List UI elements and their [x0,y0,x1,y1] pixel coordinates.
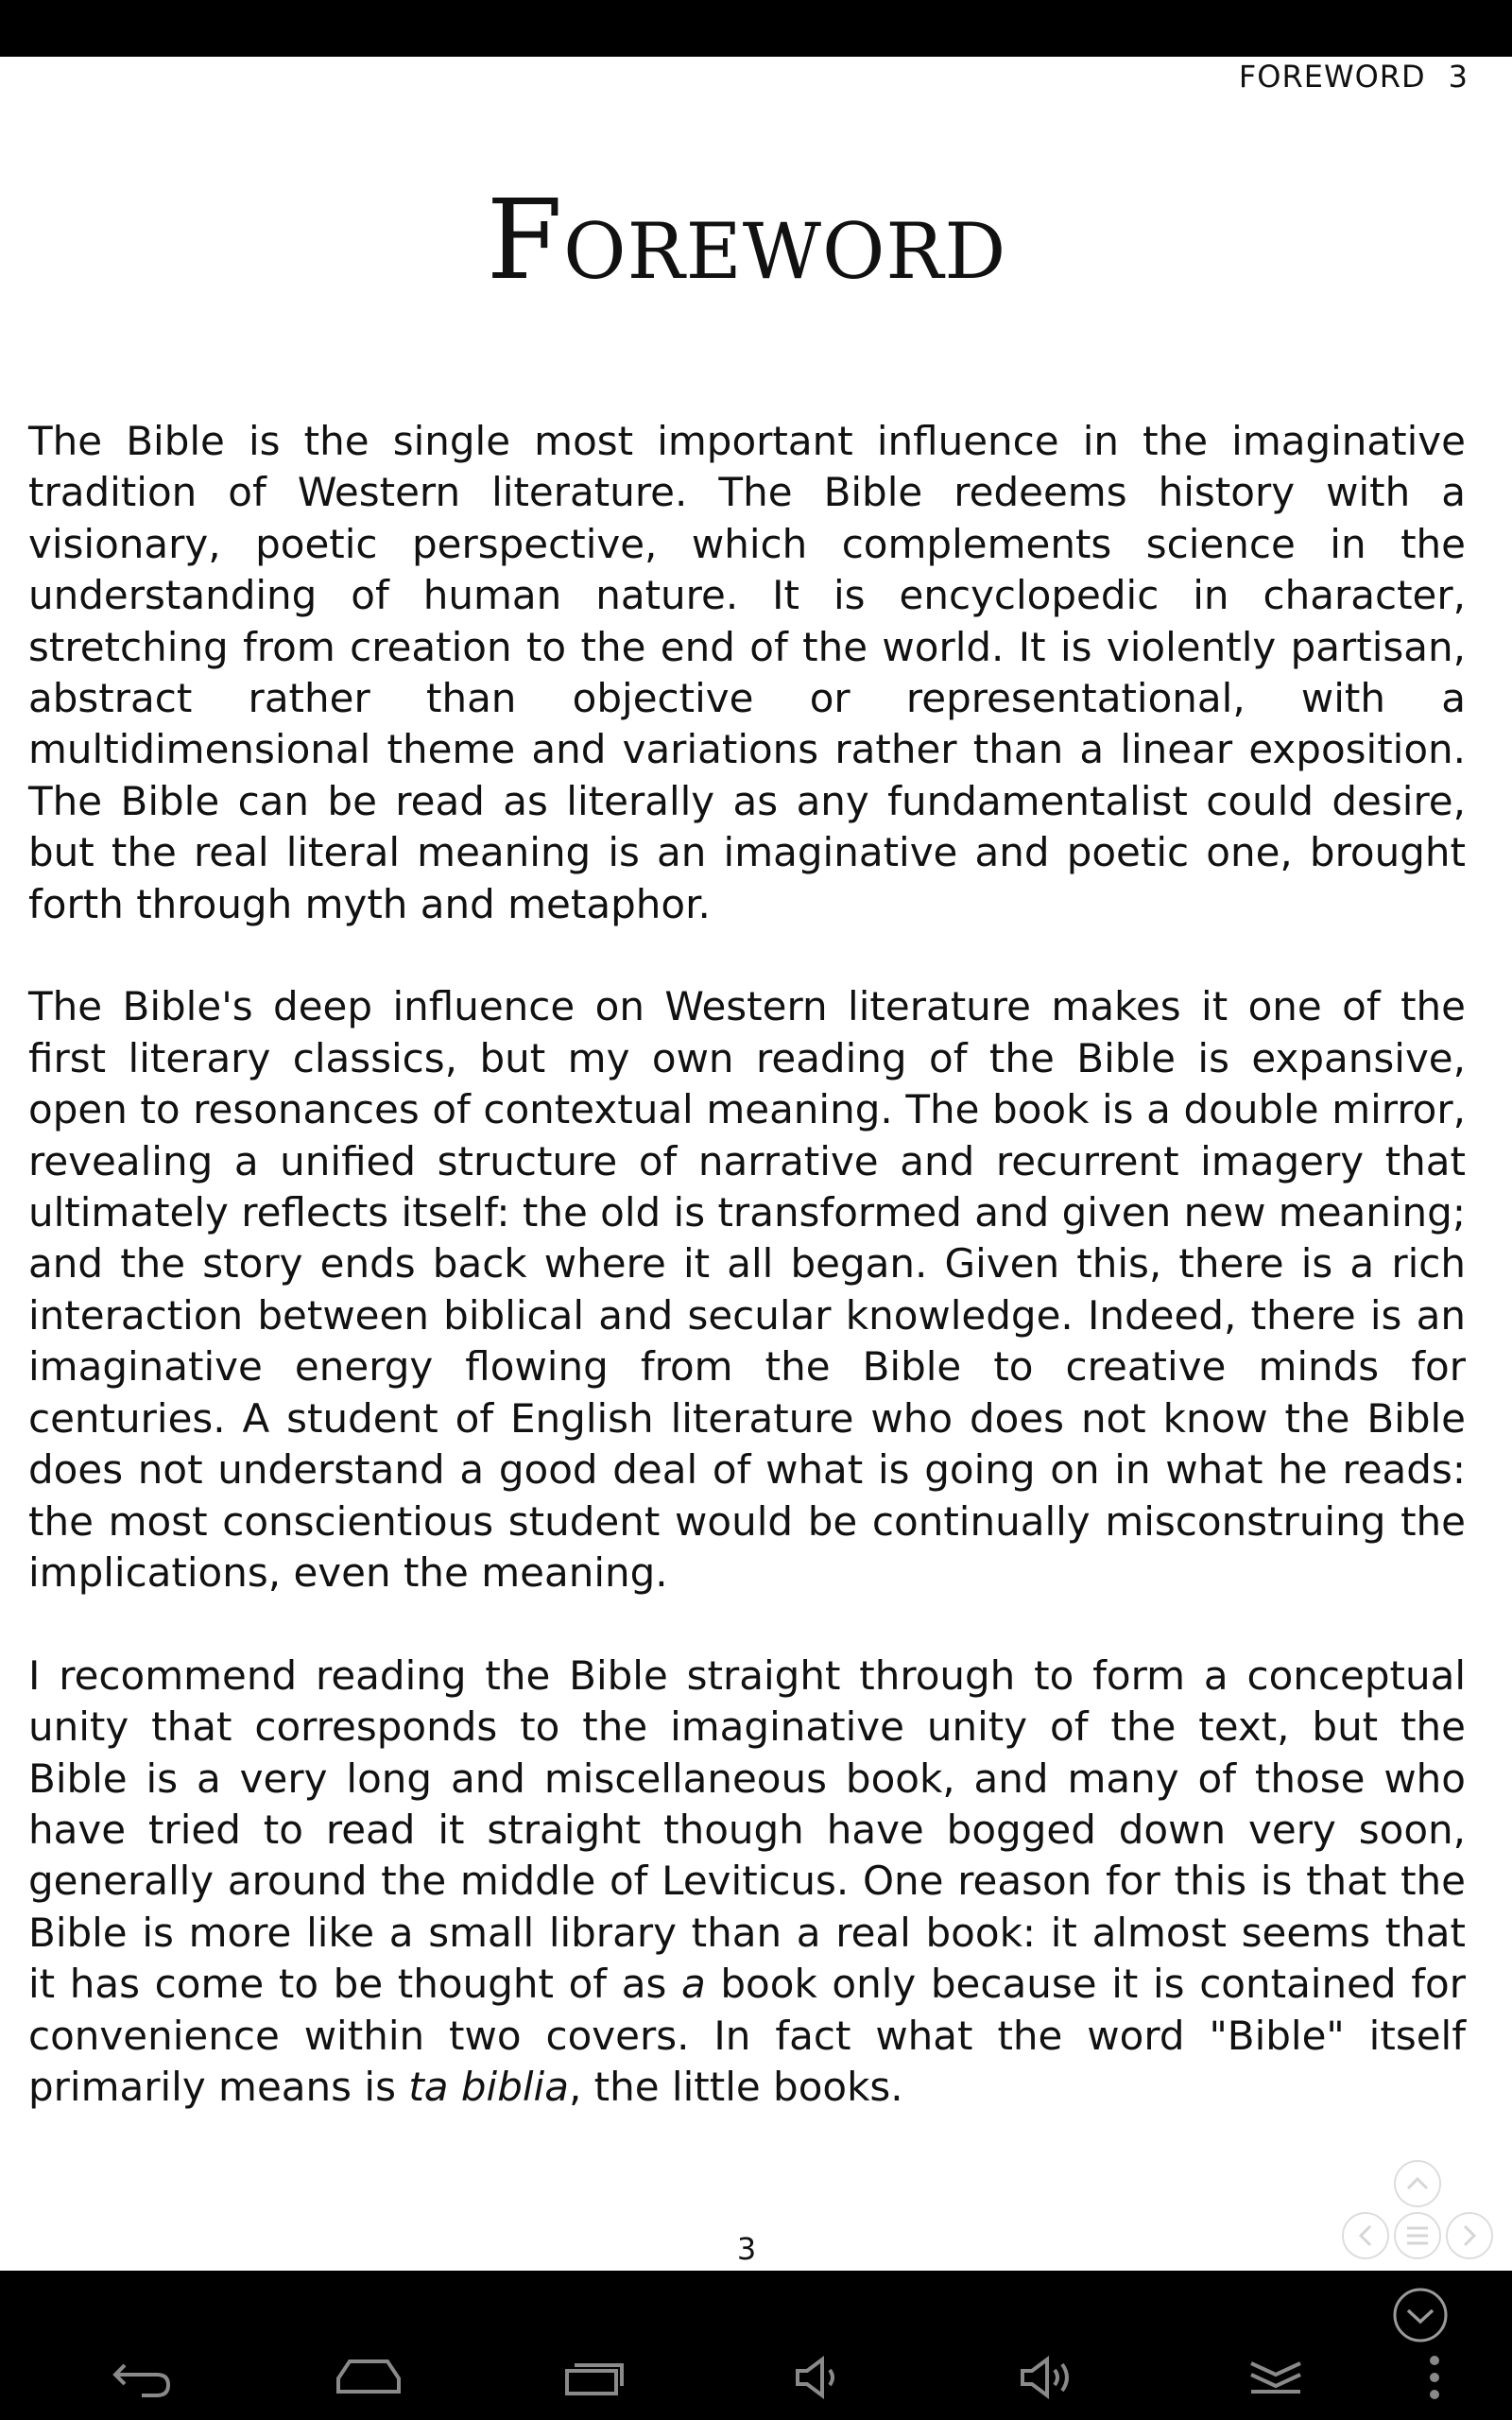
paragraph-3-emphasis-a: a [681,1961,706,2008]
home-icon [331,2354,406,2401]
status-bar [0,0,1512,57]
running-header [1239,59,1469,95]
body-text [28,416,1466,2165]
running-header-page: 3 [1448,59,1469,95]
navigation-bar [0,2271,1512,2420]
volume-down-icon [784,2354,860,2401]
scroll-up-icon[interactable] [1394,2160,1441,2207]
paragraph-3-text-c: , the little books. [568,2063,903,2110]
page-number: 3 [736,2231,757,2267]
recent-apps-button[interactable] [548,2346,643,2409]
recent-apps-icon [558,2354,633,2401]
screenshot-icon [1238,2354,1314,2401]
prev-page-icon[interactable] [1342,2212,1389,2259]
paragraph-3-emphasis-ta-biblia: ta biblia [408,2063,569,2110]
scroll-down-icon[interactable] [1389,2284,1452,2346]
menu-list-icon[interactable] [1394,2212,1441,2259]
paragraph-1 [28,416,1466,930]
paragraph-1-text: The Bible is the single most important influence in the imaginative tradition of Western literature. The Bible redeems history with a visionary, poetic perspective, which complements science in the understanding of human nature. It is encyclopedic in character, stretching from creation to the end of the world. It is violently partisan, abstract rather than objective or representational, with a multidimensional theme and variations rather than a linear exposition. The Bible can be read as literally as any fundamentalist could desire, but the real literal meaning is an imaginative and poetic one, brought forth through myth and metaphor. [28,418,1466,927]
paragraph-3 [28,1651,1466,2114]
paragraph-2-text: The Bible's deep influence on Western literature makes it one of the first literary classics, but my own reading of the Bible is expansive, open to resonances of contextual meaning. The book is a double mirror, revealing a unified structure of narrative and recurrent imagery that ultimately reflects itself: the old is transformed and given new meaning; and the story ends back where it all began. Given this, there is a rich interaction between biblical and secular knowledge. Indeed, there is an imaginative energy flowing from the Bible to creative minds for centuries. A student of English literature who does not know the Bible does not understand a good deal of what is going on in what he reads: the most conscientious student would be continually misconstruing the implications, even the meaning. [28,983,1466,1596]
paragraph-3-text-b: book only because it is contained for convenience within two covers. In fact what the word "Bible" itself primarily means is [28,1961,1466,2110]
chapter-title: Foreword [486,177,1007,304]
next-page-icon[interactable] [1446,2212,1493,2259]
volume-up-icon [1011,2354,1087,2401]
overflow-menu-icon [1416,2351,1453,2404]
paragraph-3-text-a: I recommend reading the Bible straight through to form a conceptual unity that corresponds to the imaginative unity of the text, but the Bible is a very long and miscellaneous book, and many of those who have tried to read it straight though have bogged down very soon, generally around the middle of Leviticus. One reason for this is that the Bible is more like a small library than a real book: it almost seems that it has come to be thought of as [28,1651,1466,2008]
home-button[interactable] [321,2346,416,2409]
back-icon [104,2354,180,2401]
screenshot-button[interactable] [1228,2346,1323,2409]
overflow-menu-button[interactable] [1387,2346,1482,2409]
volume-down-button[interactable] [775,2346,869,2409]
volume-up-button[interactable] [1002,2346,1096,2409]
running-header-chapter: FOREWORD [1238,59,1426,95]
back-button[interactable] [94,2346,189,2409]
paragraph-2 [28,981,1466,1599]
